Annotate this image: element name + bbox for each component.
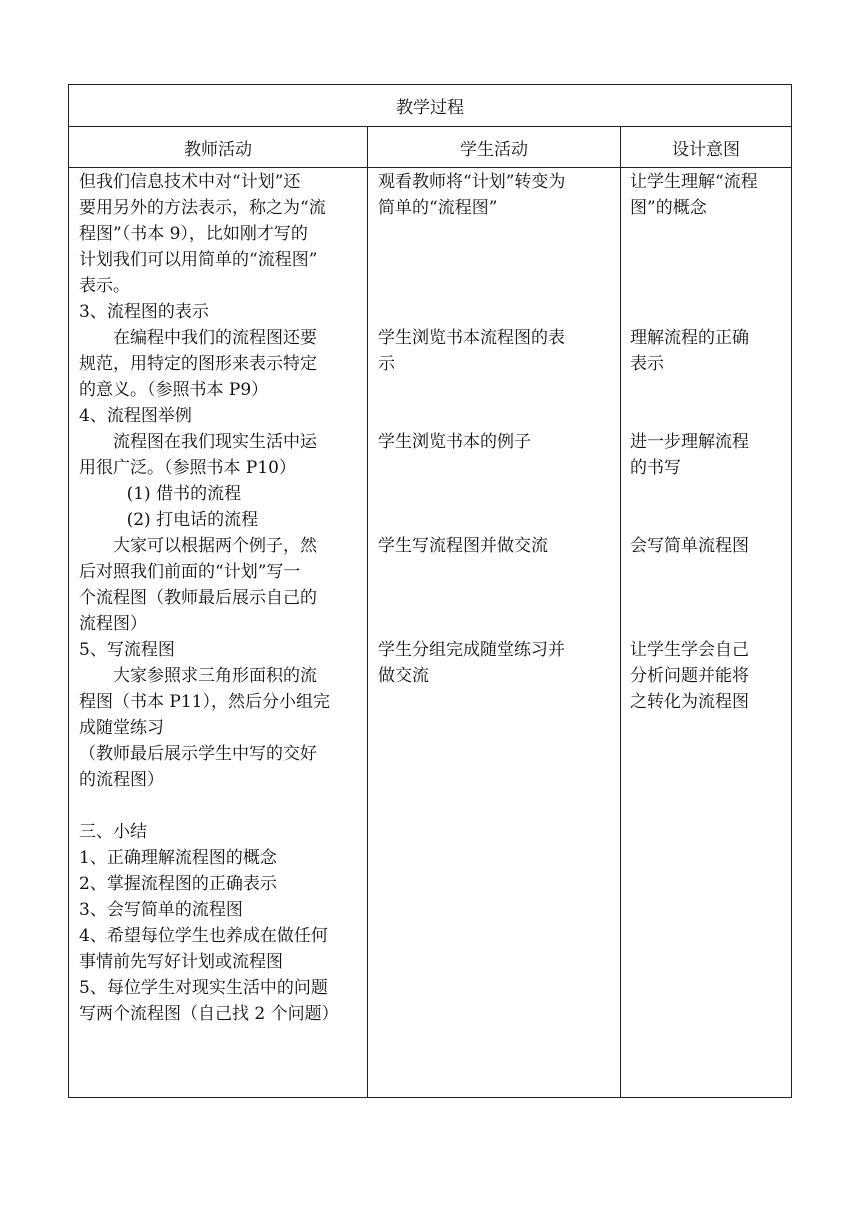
text-line: 学生浏览书本的例子 [378,432,531,452]
section-heading: 3、流程图的表示 [79,302,209,322]
text-line: 的流程图） [79,770,164,790]
divider [69,167,791,168]
text-line: 让学生学会自己 [630,640,749,660]
text-line: 理解流程的正确 [630,328,749,348]
design-intent-column [630,169,788,715]
lesson-process-table [68,84,792,1098]
text-line: 写两个流程图（自己找 2 个问题） [79,1004,339,1024]
text-line: 进一步理解流程 [630,432,749,452]
text-line: 的书写 [630,458,681,478]
text-line: 学生写流程图并做交流 [378,536,548,556]
text-line: 程图”（书本 9），比如刚才写的 [79,224,308,244]
text-line: 在编程中我们的流程图还要 [113,328,317,348]
text-line: 流程图在我们现实生活中运 [113,432,317,452]
text-line: 之转化为流程图 [630,692,749,712]
text-line: 流程图） [79,614,147,634]
text-line: 分析问题并能将 [630,666,749,686]
text-line: 做交流 [378,666,429,686]
text-line: 学生分组完成随堂练习并 [378,640,565,660]
text-line: 图”的概念 [630,198,707,218]
text-line: 但我们信息技术中对“计划”还 [79,172,301,192]
header-design: 设计意图 [672,139,740,160]
text-line: 用很广泛。（参照书本 P10） [79,458,296,478]
text-line: 大家可以根据两个例子，然 [113,536,317,556]
list-item: 2、掌握流程图的正确表示 [79,874,277,894]
list-item: 5、每位学生对现实生活中的问题 [79,978,328,998]
table-title: 教学过程 [396,98,464,118]
text-line: 让学生理解“流程 [630,172,758,192]
student-activity-column [378,169,616,689]
list-item: 3、会写简单的流程图 [79,900,243,920]
text-line: 后对照我们前面的“计划”写一 [79,562,301,582]
text-line: 程图（书本 P11），然后分小组完 [79,692,330,712]
header-student: 学生活动 [460,139,528,160]
text-line: 规范，用特定的图形来表示特定 [79,354,317,374]
list-item: 1、正确理解流程图的概念 [79,848,277,868]
text-line: 的意义。（参照书本 P9） [79,380,269,400]
divider [367,126,368,1097]
text-line: （教师最后展示学生中写的交好 [79,744,317,764]
text-line: 成随堂练习 [79,718,164,738]
text-line: 个流程图（教师最后展示自己的 [79,588,317,608]
header-teacher: 教师活动 [184,139,252,160]
divider [620,126,621,1097]
text-line: 会写简单流程图 [630,536,749,556]
section-heading: 5、写流程图 [79,640,175,660]
list-item: (2) 打电话的流程 [126,510,259,530]
list-item: 4、希望每位学生也养成在做任何 [79,926,328,946]
list-item: (1) 借书的流程 [126,484,242,504]
text-line: 学生浏览书本流程图的表 [378,328,565,348]
text-line: 要用另外的方法表示，称之为“流 [79,198,326,218]
text-line: 事情前先写好计划或流程图 [79,952,283,972]
teacher-activity-column [79,169,363,1027]
text-line: 计划我们可以用简单的“流程图” [79,250,318,270]
section-heading: 三、小结 [79,822,147,842]
text-line: 表示。 [79,276,130,296]
text-line: 大家参照求三角形面积的流 [113,666,317,686]
section-heading: 4、流程图举例 [79,406,192,426]
text-line: 简单的“流程图” [378,198,498,218]
text-line: 表示 [630,354,664,374]
text-line: 观看教师将“计划”转变为 [378,172,566,192]
text-line: 示 [378,354,395,374]
